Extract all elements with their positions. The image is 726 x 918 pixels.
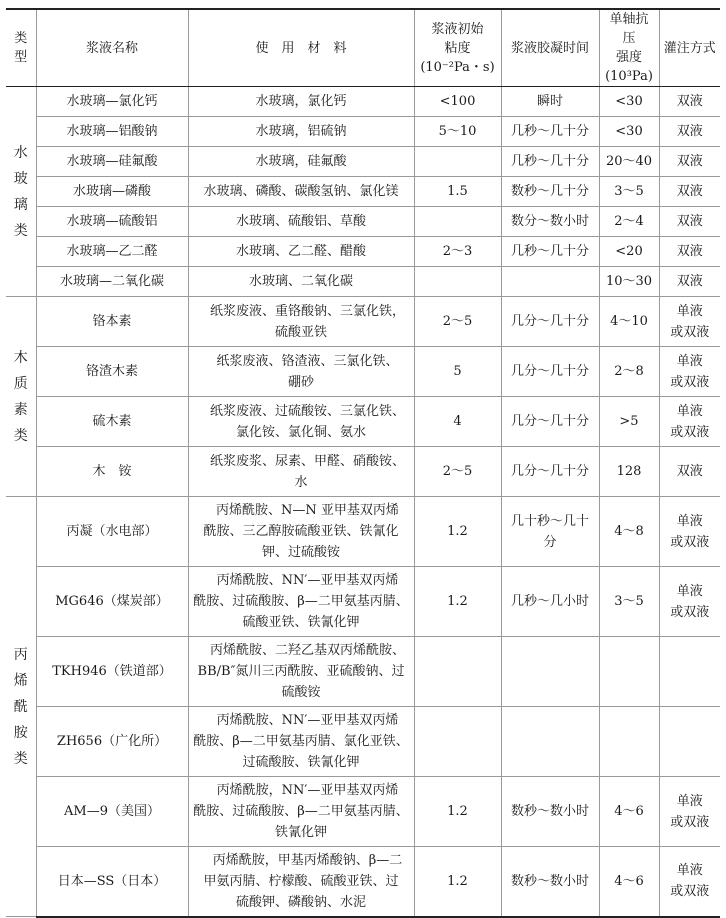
grout-name-cell: AM—9（美国） bbox=[36, 777, 188, 847]
grout-name-cell: TKH946（铁道部） bbox=[36, 637, 188, 707]
material-cell bbox=[188, 147, 414, 177]
cell-line: 或双液 bbox=[670, 884, 710, 900]
grout-name-cell: 水玻璃—硫酸铝 bbox=[36, 207, 188, 237]
cell-line: 单液 bbox=[676, 303, 703, 319]
viscosity-cell bbox=[414, 147, 501, 177]
header-row bbox=[6, 9, 720, 87]
gel-time-cell: 瞬时 bbox=[501, 87, 599, 117]
cell-line: 或双液 bbox=[670, 814, 710, 830]
cell-line: 硫酸钾、磷酸钠、水泥 bbox=[235, 894, 366, 910]
method-cell bbox=[659, 347, 720, 397]
viscosity-cell bbox=[414, 267, 501, 297]
method-cell bbox=[659, 567, 720, 637]
method-cell bbox=[659, 497, 720, 567]
method-cell bbox=[659, 147, 720, 177]
method-cell bbox=[659, 637, 720, 707]
material-cell bbox=[188, 447, 414, 497]
gel-time-cell: 几分～几十分 bbox=[501, 297, 599, 347]
header-type bbox=[6, 9, 36, 87]
cell-line: 硫酸铵 bbox=[281, 685, 321, 700]
strength-cell: 2～8 bbox=[599, 347, 659, 397]
material-cell bbox=[188, 267, 414, 297]
grout-name-cell: 水玻璃—铝酸钠 bbox=[36, 117, 188, 147]
cell-line: 纸浆废液、重铬酸钠、三氯化铁， bbox=[196, 303, 405, 319]
strength-cell: 4～6 bbox=[599, 777, 659, 847]
table-row bbox=[6, 347, 720, 397]
cell-line: 双液 bbox=[676, 124, 703, 139]
material-cell bbox=[188, 237, 414, 267]
cell-line: 丙烯酰胺、N—N 亚甲基双丙烯 bbox=[203, 503, 399, 518]
material-cell bbox=[188, 497, 414, 567]
grout-name-cell: 铬本素 bbox=[36, 297, 188, 347]
category-label bbox=[13, 642, 29, 772]
cell-line: 双液 bbox=[676, 214, 703, 229]
table-row bbox=[6, 177, 720, 207]
viscosity-cell: 5～10 bbox=[414, 117, 501, 147]
cell-line: 纸浆废液、铬渣液、三氯化铁、 bbox=[203, 353, 399, 369]
table-row bbox=[6, 207, 720, 237]
header-viscosity bbox=[414, 9, 501, 87]
cell-line: 水玻璃，铝硫钠 bbox=[255, 124, 347, 139]
cell-line: 钾、过硫酸铵 bbox=[261, 545, 340, 560]
cell-line: 酰胺、β—二甲氨基丙腈、氯化亚铁、 bbox=[193, 734, 409, 749]
strength-cell: 3～5 bbox=[599, 567, 659, 637]
gel-time-cell bbox=[501, 267, 599, 297]
strength-cell bbox=[599, 637, 659, 707]
cell-line: 双液 bbox=[676, 184, 703, 199]
viscosity-cell: 5 bbox=[414, 347, 501, 397]
cell-line: 双液 bbox=[676, 244, 703, 259]
material-cell bbox=[188, 567, 414, 637]
cell-line: 酰胺、三乙醇胺硫酸亚铁、铁氰化 bbox=[203, 524, 399, 539]
strength-cell: >5 bbox=[599, 397, 659, 447]
gel-time-cell: 数秒～几十分 bbox=[501, 177, 599, 207]
cell-line: 氯化铵、氯化铜、氨水 bbox=[235, 424, 366, 440]
material-cell bbox=[188, 397, 414, 447]
grout-name-cell: 丙凝（水电部） bbox=[36, 497, 188, 567]
gel-time-cell: 数秒～数小时 bbox=[501, 847, 599, 917]
strength-cell: <30 bbox=[599, 117, 659, 147]
viscosity-cell: 1.2 bbox=[414, 497, 501, 567]
gel-time-cell bbox=[501, 637, 599, 707]
table-row bbox=[6, 847, 720, 917]
category-char: 木 bbox=[13, 349, 28, 366]
cell-line: 或双液 bbox=[670, 374, 710, 390]
cell-line: 过硫酸胺、铁氰化钾 bbox=[242, 755, 360, 770]
cell-line: 双液 bbox=[676, 94, 703, 109]
cell-line: 铁氰化钾 bbox=[274, 825, 327, 840]
category-label bbox=[13, 345, 29, 449]
header-type-line: 类 bbox=[14, 31, 28, 46]
strength-cell: 20～40 bbox=[599, 147, 659, 177]
category-cell bbox=[6, 297, 36, 497]
method-cell bbox=[659, 777, 720, 847]
cell-line: 水玻璃、磷酸、碳酸氢钠、氯化镁 bbox=[203, 184, 399, 199]
grout-name-cell: 日本—SS（日本） bbox=[36, 847, 188, 917]
viscosity-cell: 2～3 bbox=[414, 237, 501, 267]
material-cell bbox=[188, 177, 414, 207]
material-cell bbox=[188, 847, 414, 917]
viscosity-cell: <100 bbox=[414, 87, 501, 117]
cell-line: 水玻璃，硅氟酸 bbox=[255, 154, 347, 169]
category-cell bbox=[6, 497, 36, 917]
material-cell bbox=[188, 777, 414, 847]
gel-time-cell: 几秒～几十分 bbox=[501, 237, 599, 267]
method-cell bbox=[659, 87, 720, 117]
table-row bbox=[6, 297, 720, 347]
cell-line: 或双液 bbox=[670, 324, 710, 340]
cell-line: BB/B″氮川三丙酰胺、亚硫酸钠、过 bbox=[197, 664, 405, 679]
category-char: 丙 bbox=[13, 646, 28, 663]
cell-line: 甲氨丙腈、柠檬酸、硫酸亚铁、过 bbox=[203, 873, 399, 889]
cell-line: 硫酸亚铁 bbox=[274, 324, 327, 340]
cell-line: 丙烯酰胺，甲基丙烯酸钠、β—二 bbox=[199, 852, 403, 868]
category-char: 质 bbox=[13, 375, 28, 392]
strength-cell bbox=[599, 707, 659, 777]
grout-name-cell: 水玻璃—乙二醛 bbox=[36, 237, 188, 267]
category-char: 璃 bbox=[13, 196, 28, 213]
category-char: 素 bbox=[13, 401, 28, 418]
material-cell bbox=[188, 347, 414, 397]
cell-line: 丙烯酰胺、NN′—亚甲基双丙烯 bbox=[203, 713, 399, 728]
header-viscosity-unit: (10⁻²Pa・s) bbox=[420, 59, 495, 75]
header-strength-line: 单轴抗压 bbox=[609, 12, 649, 46]
material-cell bbox=[188, 117, 414, 147]
strength-cell: 4～10 bbox=[599, 297, 659, 347]
table-row bbox=[6, 87, 720, 117]
table-row bbox=[6, 267, 720, 297]
cell-line: 双液 bbox=[676, 154, 703, 169]
table-row bbox=[6, 707, 720, 777]
gel-time-cell: 几十秒～几十分 bbox=[501, 497, 599, 567]
cell-line: 单液 bbox=[676, 583, 703, 599]
strength-cell: 4～8 bbox=[599, 497, 659, 567]
gel-time-cell: 几分～几十分 bbox=[501, 347, 599, 397]
cell-line: 水玻璃，氯化钙 bbox=[255, 94, 347, 109]
category-char: 烯 bbox=[13, 672, 28, 689]
grout-properties-table bbox=[6, 8, 720, 918]
gel-time-cell: 几分～几十分 bbox=[501, 397, 599, 447]
material-cell bbox=[188, 87, 414, 117]
viscosity-cell bbox=[414, 207, 501, 237]
method-cell bbox=[659, 397, 720, 447]
table-row bbox=[6, 237, 720, 267]
method-cell bbox=[659, 267, 720, 297]
grout-name-cell: 水玻璃—硅氟酸 bbox=[36, 147, 188, 177]
method-cell bbox=[659, 707, 720, 777]
strength-cell: <20 bbox=[599, 237, 659, 267]
cell-line: 水玻璃、硫酸铝、草酸 bbox=[235, 214, 366, 229]
header-strength-unit: (10³Pa) bbox=[605, 69, 653, 84]
strength-cell: 2～4 bbox=[599, 207, 659, 237]
header-material: 使 用 材 料 bbox=[188, 9, 414, 87]
strength-cell: 4～6 bbox=[599, 847, 659, 917]
method-cell bbox=[659, 177, 720, 207]
category-char: 酰 bbox=[13, 698, 28, 715]
viscosity-cell: 4 bbox=[414, 397, 501, 447]
cell-line: 水玻璃、乙二醛、醋酸 bbox=[235, 244, 366, 259]
cell-line: 丙烯酰胺，NN′—亚甲基双丙烯 bbox=[203, 783, 399, 798]
table-row bbox=[6, 637, 720, 707]
cell-line: 纸浆废液、过硫酸铵、三氯化铁、 bbox=[196, 403, 405, 419]
table-row bbox=[6, 117, 720, 147]
gel-time-cell: 几秒～几十分 bbox=[501, 117, 599, 147]
category-char: 胺 bbox=[13, 724, 28, 741]
cell-line: 水 bbox=[294, 474, 308, 490]
viscosity-cell: 1.2 bbox=[414, 777, 501, 847]
grout-name-cell: MG646（煤炭部） bbox=[36, 567, 188, 637]
method-cell bbox=[659, 207, 720, 237]
category-char: 类 bbox=[13, 222, 28, 239]
cell-line: 水玻璃、二氧化碳 bbox=[248, 274, 353, 289]
cell-line: 硼砂 bbox=[287, 374, 314, 390]
grout-name-cell: 硫木素 bbox=[36, 397, 188, 447]
header-viscosity-line: 粘度 bbox=[444, 40, 471, 56]
category-char: 玻 bbox=[13, 170, 28, 187]
method-cell bbox=[659, 297, 720, 347]
header-method: 灌注方式 bbox=[659, 9, 720, 87]
method-cell bbox=[659, 117, 720, 147]
grout-name-cell: 铬渣木素 bbox=[36, 347, 188, 397]
material-cell bbox=[188, 707, 414, 777]
gel-time-cell: 几秒～几十分 bbox=[501, 147, 599, 177]
category-label bbox=[13, 140, 29, 244]
material-cell bbox=[188, 297, 414, 347]
gel-time-cell bbox=[501, 707, 599, 777]
category-char: 水 bbox=[13, 144, 28, 161]
cell-line: 单液 bbox=[676, 513, 703, 529]
cell-line: 双液 bbox=[676, 464, 703, 479]
category-char: 类 bbox=[13, 427, 28, 444]
header-type-line: 型 bbox=[14, 50, 28, 65]
strength-cell: 10～30 bbox=[599, 267, 659, 297]
header-strength bbox=[599, 9, 659, 87]
table-row bbox=[6, 147, 720, 177]
category-char: 类 bbox=[13, 750, 28, 767]
cell-line: 酰胺、过硫酸胺、β—二甲氨基丙腈、 bbox=[193, 804, 409, 819]
cell-line: 单液 bbox=[676, 863, 703, 879]
cell-line: 丙烯酰胺、NN′—亚甲基双丙烯 bbox=[203, 573, 399, 588]
grout-name-cell: 水玻璃—氯化钙 bbox=[36, 87, 188, 117]
cell-line: 硫酸亚铁、铁氰化钾 bbox=[242, 615, 360, 630]
header-name: 浆液名称 bbox=[36, 9, 188, 87]
method-cell bbox=[659, 847, 720, 917]
viscosity-cell: 1.2 bbox=[414, 847, 501, 917]
table-row bbox=[6, 447, 720, 497]
material-cell bbox=[188, 637, 414, 707]
strength-cell: 128 bbox=[599, 447, 659, 497]
method-cell bbox=[659, 447, 720, 497]
gel-time-cell: 数秒～数小时 bbox=[501, 777, 599, 847]
cell-line: 或双液 bbox=[670, 604, 710, 620]
grout-name-cell: 木 铵 bbox=[36, 447, 188, 497]
cell-line: 双液 bbox=[676, 274, 703, 289]
table-row bbox=[6, 397, 720, 447]
material-cell bbox=[188, 207, 414, 237]
grout-name-cell: 水玻璃—二氧化碳 bbox=[36, 267, 188, 297]
header-strength-line: 强度 bbox=[615, 50, 642, 65]
cell-line: 或双液 bbox=[670, 424, 710, 440]
cell-line: 丙烯酰胺、二羟乙基双丙烯酰胺、 bbox=[196, 643, 405, 658]
viscosity-cell: 1.5 bbox=[414, 177, 501, 207]
cell-line: 酰胺、过硫酸胺、β—二甲氨基丙腈、 bbox=[193, 594, 409, 609]
header-gel-time: 浆液胶凝时间 bbox=[501, 9, 599, 87]
cell-line: 单液 bbox=[676, 403, 703, 419]
strength-cell: <30 bbox=[599, 87, 659, 117]
cell-line: 单液 bbox=[676, 353, 703, 369]
cell-line: 纸浆废浆、尿素、甲醛、硝酸铵、 bbox=[196, 453, 405, 469]
gel-time-cell: 几分～几十分 bbox=[501, 447, 599, 497]
viscosity-cell: 2～5 bbox=[414, 447, 501, 497]
viscosity-cell: 1.2 bbox=[414, 567, 501, 637]
category-cell bbox=[6, 87, 36, 297]
gel-time-cell: 数分～数小时 bbox=[501, 207, 599, 237]
viscosity-cell: 2～5 bbox=[414, 297, 501, 347]
cell-line: 或双液 bbox=[670, 534, 710, 550]
method-cell bbox=[659, 237, 720, 267]
viscosity-cell bbox=[414, 637, 501, 707]
header-viscosity-line: 浆液初始 bbox=[431, 21, 484, 37]
viscosity-cell bbox=[414, 707, 501, 777]
table-row bbox=[6, 497, 720, 567]
table-row bbox=[6, 567, 720, 637]
strength-cell: 3～5 bbox=[599, 177, 659, 207]
gel-time-cell: 几秒～几小时 bbox=[501, 567, 599, 637]
table-row bbox=[6, 777, 720, 847]
grout-name-cell: ZH656（广化所） bbox=[36, 707, 188, 777]
cell-line: 单液 bbox=[676, 793, 703, 809]
grout-name-cell: 水玻璃—磷酸 bbox=[36, 177, 188, 207]
table-body bbox=[6, 87, 720, 917]
